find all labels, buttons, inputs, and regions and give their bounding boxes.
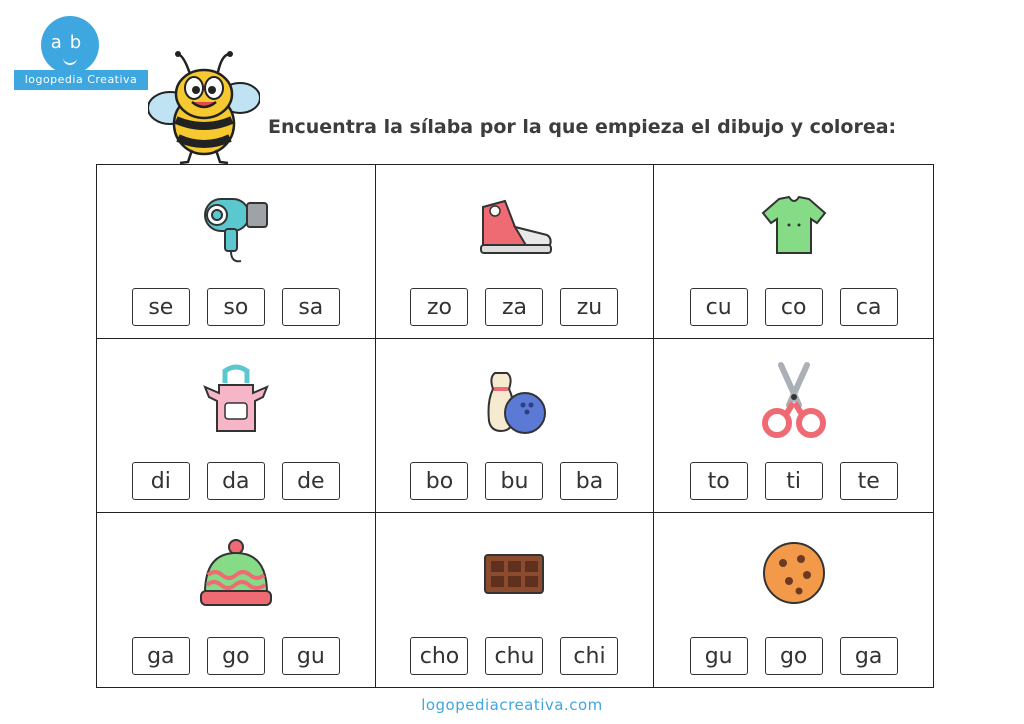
logo-letters: ab <box>50 32 90 53</box>
exercise-grid <box>96 164 934 688</box>
logo-smile <box>63 56 77 65</box>
bowling-icon <box>469 361 559 441</box>
syllable-options <box>376 462 654 500</box>
syllable-box[interactable]: bo <box>410 462 468 500</box>
footer-website-link[interactable]: logopediacreativa.com <box>421 696 603 714</box>
hair-dryer-icon <box>191 187 281 267</box>
syllable-box[interactable]: co <box>765 288 823 326</box>
syllable-box[interactable]: to <box>690 462 748 500</box>
exercise-card <box>97 513 376 687</box>
sneaker-icon <box>469 187 559 267</box>
syllable-box[interactable]: zo <box>410 288 468 326</box>
syllable-box[interactable]: sa <box>282 288 340 326</box>
syllable-box[interactable]: ga <box>840 637 898 675</box>
syllable-options <box>97 462 375 500</box>
exercise-card <box>654 165 933 339</box>
syllable-box[interactable]: chu <box>485 637 543 675</box>
syllable-box[interactable]: ca <box>840 288 898 326</box>
syllable-box[interactable]: te <box>840 462 898 500</box>
tshirt-icon <box>749 187 839 267</box>
syllable-box[interactable]: gu <box>282 637 340 675</box>
exercise-card <box>97 339 376 513</box>
syllable-box[interactable]: gu <box>690 637 748 675</box>
beanie-icon <box>191 535 281 615</box>
syllable-box[interactable]: go <box>765 637 823 675</box>
syllable-options <box>376 288 654 326</box>
syllable-box[interactable]: cho <box>410 637 468 675</box>
syllable-options <box>654 288 933 326</box>
bee-mascot-icon <box>148 50 260 166</box>
syllable-box[interactable]: go <box>207 637 265 675</box>
syllable-box[interactable]: so <box>207 288 265 326</box>
syllable-box[interactable]: ba <box>560 462 618 500</box>
syllable-options <box>97 637 375 675</box>
syllable-box[interactable]: cu <box>690 288 748 326</box>
exercise-card <box>376 339 655 513</box>
syllable-box[interactable]: chi <box>560 637 618 675</box>
exercise-card <box>376 165 655 339</box>
exercise-card <box>654 513 933 687</box>
cookie-icon <box>749 535 839 615</box>
chocolate-icon <box>469 535 559 615</box>
syllable-box[interactable]: da <box>207 462 265 500</box>
syllable-box[interactable]: ga <box>132 637 190 675</box>
syllable-box[interactable]: za <box>485 288 543 326</box>
syllable-options <box>654 462 933 500</box>
exercise-card <box>654 339 933 513</box>
logo-name: logopedia Creativa <box>14 70 148 90</box>
syllable-options <box>97 288 375 326</box>
syllable-box[interactable]: se <box>132 288 190 326</box>
syllable-box[interactable]: zu <box>560 288 618 326</box>
syllable-box[interactable]: bu <box>485 462 543 500</box>
syllable-options <box>376 637 654 675</box>
syllable-options <box>654 637 933 675</box>
syllable-box[interactable]: di <box>132 462 190 500</box>
exercise-card <box>97 165 376 339</box>
syllable-box[interactable]: ti <box>765 462 823 500</box>
apron-icon <box>191 361 281 441</box>
page-title: Encuentra la sílaba por la que empieza el dibujo y colorea: <box>268 116 897 138</box>
scissors-icon <box>749 361 839 441</box>
logo-head-icon <box>41 16 99 74</box>
brand-logo <box>14 14 148 94</box>
exercise-card <box>376 513 655 687</box>
syllable-box[interactable]: de <box>282 462 340 500</box>
